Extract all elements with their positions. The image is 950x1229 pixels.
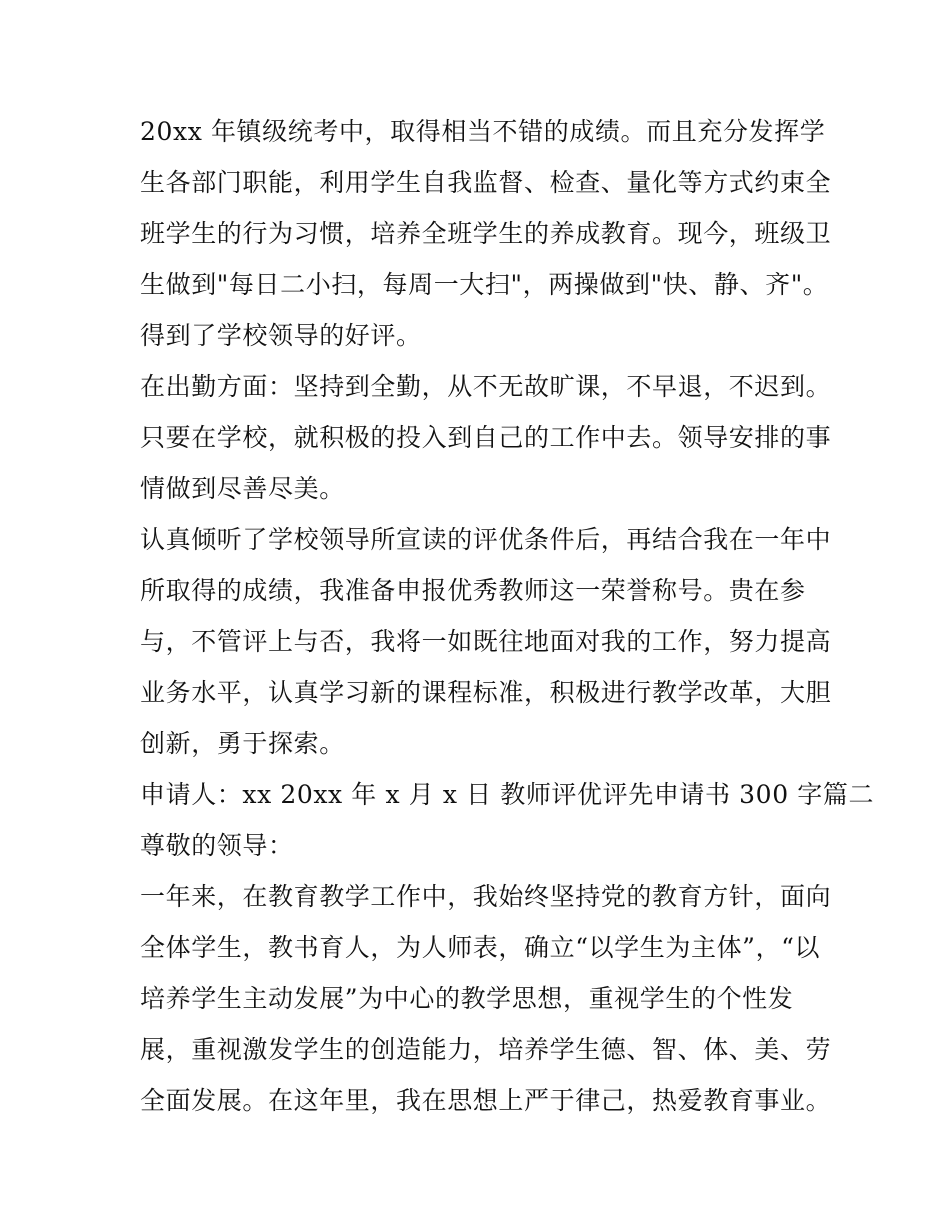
text-line: 创新，勇于探索。 — [140, 729, 345, 758]
text-line: 一年来，在教育教学工作中，我始终坚持党的教育方针，面向 — [140, 882, 832, 911]
text-line: 全体学生，教书育人，为人师表，确立“以学生为主体”，“以 — [140, 933, 821, 962]
text-line: 20xx 年镇级统考中，取得相当不错的成绩。而且充分发挥学 — [140, 117, 826, 146]
text-line: 只要在学校，就积极的投入到自己的工作中去。领导安排的事 — [140, 423, 832, 452]
document-body — [140, 106, 875, 1126]
text-line: 在出勤方面：坚持到全勤，从不无故旷课，不早退，不迟到。 — [140, 372, 832, 401]
text-line: 与，不管评上与否，我将一如既往地面对我的工作，努力提高 — [140, 627, 832, 656]
text-line: 得到了学校领导的好评。 — [140, 321, 422, 350]
text-line: 所取得的成绩，我准备申报优秀教师这一荣誉称号。贵在参 — [140, 576, 806, 605]
applicant-signature-line: 申请人：xx 20xx 年 x 月 x 日 教师评优评先申请书 300 字篇二 — [140, 780, 875, 809]
salutation: 尊敬的领导： — [140, 831, 294, 860]
text-line: 生做到"每日二小扫，每周一大扫"，两操做到"快、静、齐"。 — [140, 270, 829, 299]
text-line: 业务水平，认真学习新的课程标准，积极进行教学改革，大胆 — [140, 678, 832, 707]
text-line: 认真倾听了学校领导所宣读的评优条件后，再结合我在一年中 — [140, 525, 832, 554]
text-line: 生各部门职能，利用学生自我监督、检查、量化等方式约束全 — [140, 168, 832, 197]
text-line: 情做到尽善尽美。 — [140, 474, 345, 503]
text-line: 培养学生主动发展”为中心的教学思想，重视学生的个性发 — [140, 984, 794, 1013]
text-line: 班学生的行为习惯，培养全班学生的养成教育。现今，班级卫 — [140, 219, 832, 248]
text-line: 全面发展。在这年里，我在思想上严于律己，热爱教育事业。 — [140, 1086, 832, 1115]
text-line: 展，重视激发学生的创造能力，培养学生德、智、体、美、劳 — [140, 1035, 832, 1064]
